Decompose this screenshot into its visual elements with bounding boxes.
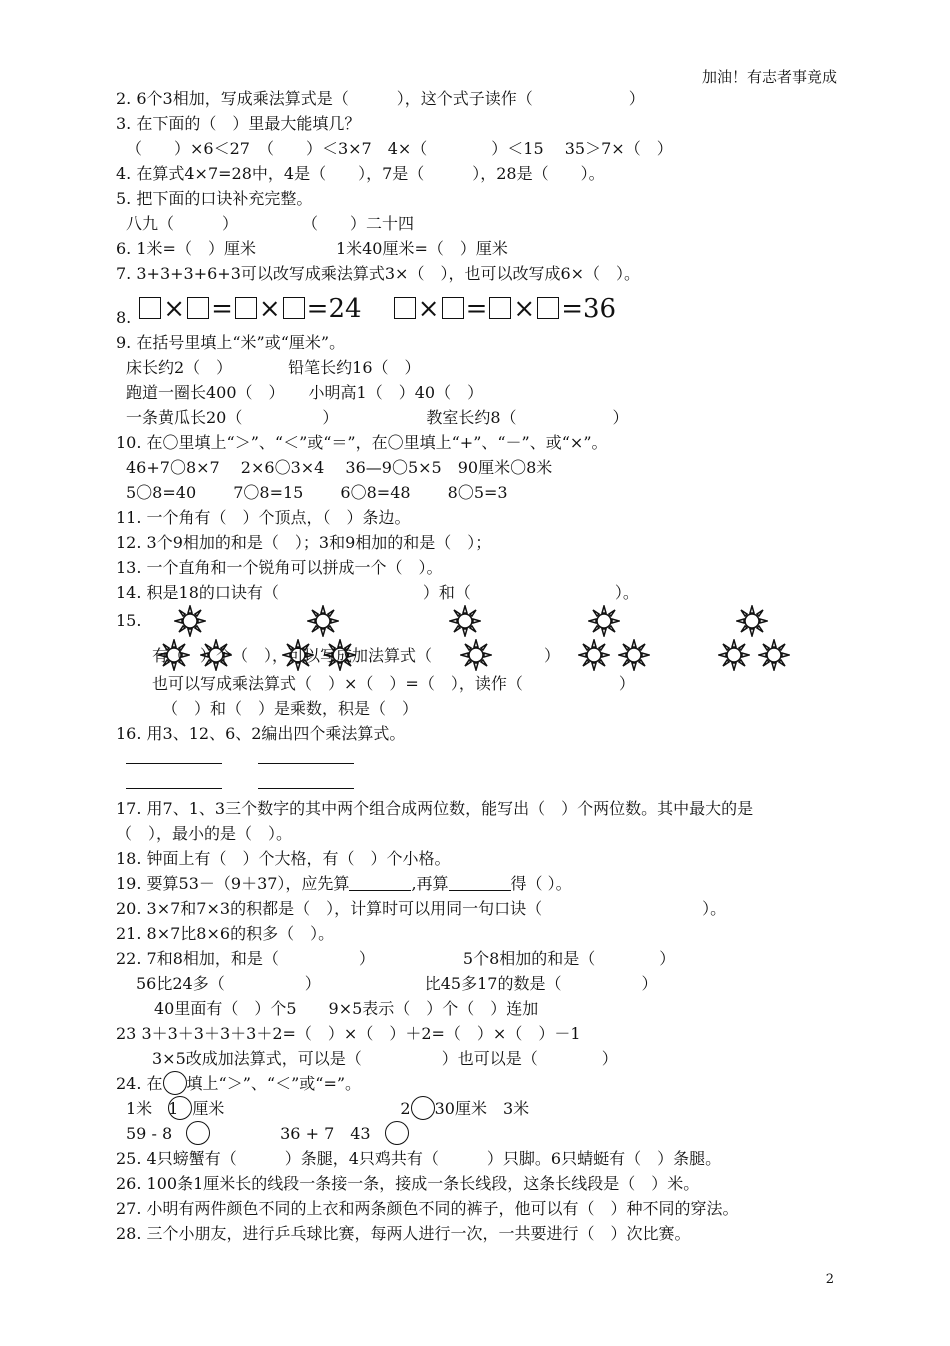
times-sign: × (513, 294, 536, 324)
equation-result-36: =36 (561, 294, 617, 324)
question-15-row-1 (116, 639, 846, 671)
question-15-row-2: 也可以写成乘法算式（ ）×（ ）=（ ），读作（ ） (152, 674, 635, 693)
sun-icon (200, 639, 232, 671)
sun-icon (158, 639, 190, 671)
question-14: 14. 积是18的口诀有（ ）和（ ）。 (116, 583, 639, 602)
question-12: 12. 3个9相加的和是（ ）；3和9相加的和是（ ）； (116, 533, 492, 552)
question-5: 5. 把下面的口诀补充完整。 (116, 189, 313, 208)
sun-icon (736, 605, 768, 637)
question-24-part-1: 24. 在 (116, 1074, 163, 1093)
question-3-items: （ ）×6＜27 （ ）＜3×7 4×（ ）＜15 35＞7×（ ） (126, 139, 673, 158)
answer-box[interactable] (139, 297, 161, 319)
compare-item-1: 1米 1 (126, 1099, 179, 1118)
sun-icon (578, 639, 610, 671)
compare-circle[interactable] (163, 1071, 187, 1095)
question-16: 16. 用3、12、6、2编出四个乘法算式。 (116, 724, 406, 743)
compare-circle[interactable] (411, 1096, 435, 1120)
question-22: 22. 7和8相加，和是（ ） 5个8相加的和是（ ） (116, 949, 676, 968)
question-9: 9. 在括号里填上“米”或“厘米”。 (116, 333, 346, 352)
question-24-row-2 (116, 1121, 846, 1146)
question-19-part-1: 19. 要算53－（9＋37），应先算 (116, 874, 350, 893)
sun-icon (324, 639, 356, 671)
question-8-number: 8. (116, 308, 132, 327)
compare-item-4: 36 + 7 43 (280, 1124, 371, 1143)
answer-box[interactable] (394, 297, 416, 319)
question-23-row-2: 3×5改成加法算式，可以是（ ）也可以是（ ） (152, 1049, 618, 1068)
compare-circle[interactable] (385, 1121, 409, 1145)
sun-icon (460, 639, 492, 671)
question-5-items: 八九（ ） （ ）二十四 (126, 214, 415, 233)
sun-icon (758, 639, 790, 671)
question-3: 3. 在下面的（ ）里最大能填几？ (116, 114, 361, 133)
question-18: 18. 钟面上有（ ）个大格，有（ ）个小格。 (116, 849, 451, 868)
question-15-row-3: （ ）和（ ）是乘数，积是（ ） (162, 699, 419, 718)
question-9-row-1: 床长约2（ ） 铅笔长约16（ ） (126, 358, 421, 377)
sun-icon (449, 605, 481, 637)
question-10-row-1: 46+7〇8×7 2×6〇3×4 36—9〇5×5 90厘米〇8米 (126, 458, 553, 477)
compare-circle[interactable] (168, 1096, 192, 1120)
question-4: 4. 在算式4×7=28中，4是（ ），7是（ ），28是（ ）。 (116, 164, 605, 183)
answer-box[interactable] (283, 297, 305, 319)
question-7: 7. 3+3+3+6+3可以改写成乘法算式3×（ ），也可以改写成6×（ ）。 (116, 264, 641, 283)
question-26: 26. 100条1厘米长的线段一条接一条，接成一条长线段，这条长线段是（ ）米。 (116, 1174, 700, 1193)
question-15-suns-top (116, 605, 846, 639)
sun-icon (307, 605, 339, 637)
equals-sign: = (465, 294, 488, 324)
answer-box[interactable] (537, 297, 559, 319)
worksheet-content (116, 86, 846, 1246)
sun-icon (618, 639, 650, 671)
question-17: 17. 用7、1、3三个数字的其中两个组合成两位数，能写出（ ）个两位数。其中最大的是 (116, 799, 754, 818)
question-13: 13. 一个直角和一个锐角可以拼成一个（ ）。 (116, 558, 443, 577)
question-16-blanks-1 (116, 746, 846, 771)
question-11: 11. 一个角有（ ）个顶点，（ ）条边。 (116, 508, 411, 527)
question-8 (116, 290, 846, 328)
sun-icon (174, 605, 206, 637)
times-sign: × (417, 294, 440, 324)
question-23: 23 3＋3＋3＋3＋3＋2=（ ）×（ ）＋2=（ ）×（ ）－1 (116, 1024, 581, 1043)
answer-line[interactable] (126, 749, 222, 764)
times-sign: × (163, 294, 186, 324)
question-19-part-3: 得（ ）。 (510, 874, 572, 893)
question-16-blanks-2 (116, 771, 846, 796)
question-24-row-1 (116, 1096, 846, 1121)
equation-result-24: =24 (306, 294, 362, 324)
answer-line[interactable] (126, 774, 222, 789)
answer-box[interactable] (489, 297, 511, 319)
answer-box[interactable] (235, 297, 257, 319)
header-motto: 加油！有志者事竟成 (701, 68, 837, 86)
question-22-row-3: 40里面有（ ）个5 9×5表示（ ）个（ ）连加 (154, 999, 539, 1018)
question-9-row-2: 跑道一圈长400（ ） 小明高1（ ）40（ ） (126, 383, 484, 402)
question-20: 20. 3×7和7×3的积都是（ ），计算时可以用同一句口诀（ ）。 (116, 899, 727, 918)
question-10-row-2: 5〇8=40 7〇8=15 6〇8=48 8〇5=3 (126, 483, 508, 502)
question-6: 6. 1米=（ ）厘米 1米40厘米=（ ）厘米 (116, 239, 508, 258)
question-24-part-2: 填上“＞”、“＜”或“=”。 (186, 1074, 362, 1093)
compare-item-3: 59 - 8 (126, 1124, 173, 1143)
answer-line[interactable] (349, 874, 411, 891)
question-2: 2. 6个3相加，写成乘法算式是（ ），这个式子读作（ ） (116, 89, 645, 108)
question-19 (116, 871, 846, 896)
answer-line[interactable] (449, 874, 511, 891)
question-10: 10. 在〇里填上“＞”、“＜”或“＝”，在〇里填上“+”、“－”、或“×”。 (116, 433, 608, 452)
question-24 (116, 1071, 846, 1096)
compare-item-2: 2 (400, 1099, 411, 1118)
answer-box[interactable] (187, 297, 209, 319)
question-9-row-3: 一条黄瓜长20（ ） 教室长约8（ ） (126, 408, 629, 427)
sun-icon (282, 639, 314, 671)
question-21: 21. 8×7比8×6的积多（ ）。 (116, 924, 335, 943)
compare-circle[interactable] (186, 1121, 210, 1145)
question-22-row-2: 56比24多（ ） 比45多17的数是（ ） (136, 974, 658, 993)
page-number: 2 (825, 1272, 834, 1287)
question-27: 27. 小明有两件颜色不同的上衣和两条颜色不同的裤子，他可以有（ ）种不同的穿法。 (116, 1199, 739, 1218)
question-15-text-1: 有（ ）个（ ），可以写成加法算式（ ） (152, 646, 561, 665)
question-19-part-2: ,再算 (411, 874, 449, 893)
sun-icon (718, 639, 750, 671)
compare-item-1-unit: 厘米 (192, 1099, 225, 1118)
sun-icon (588, 605, 620, 637)
equals-sign: = (211, 294, 233, 324)
compare-item-2-rest: 30厘米 3米 (434, 1099, 530, 1118)
answer-line[interactable] (258, 749, 354, 764)
answer-line[interactable] (258, 774, 354, 789)
question-25: 25. 4只螃蟹有（ ）条腿，4只鸡共有（ ）只脚。6只蜻蜓有（ ）条腿。 (116, 1149, 722, 1168)
times-sign: × (258, 294, 281, 324)
question-15-number: 15. (116, 611, 142, 630)
question-17-cont: （ ），最小的是（ ）。 (116, 824, 293, 843)
question-28: 28. 三个小朋友，进行乒乓球比赛，每两人进行一次，一共要进行（ ）次比赛。 (116, 1224, 691, 1243)
answer-box[interactable] (442, 297, 464, 319)
